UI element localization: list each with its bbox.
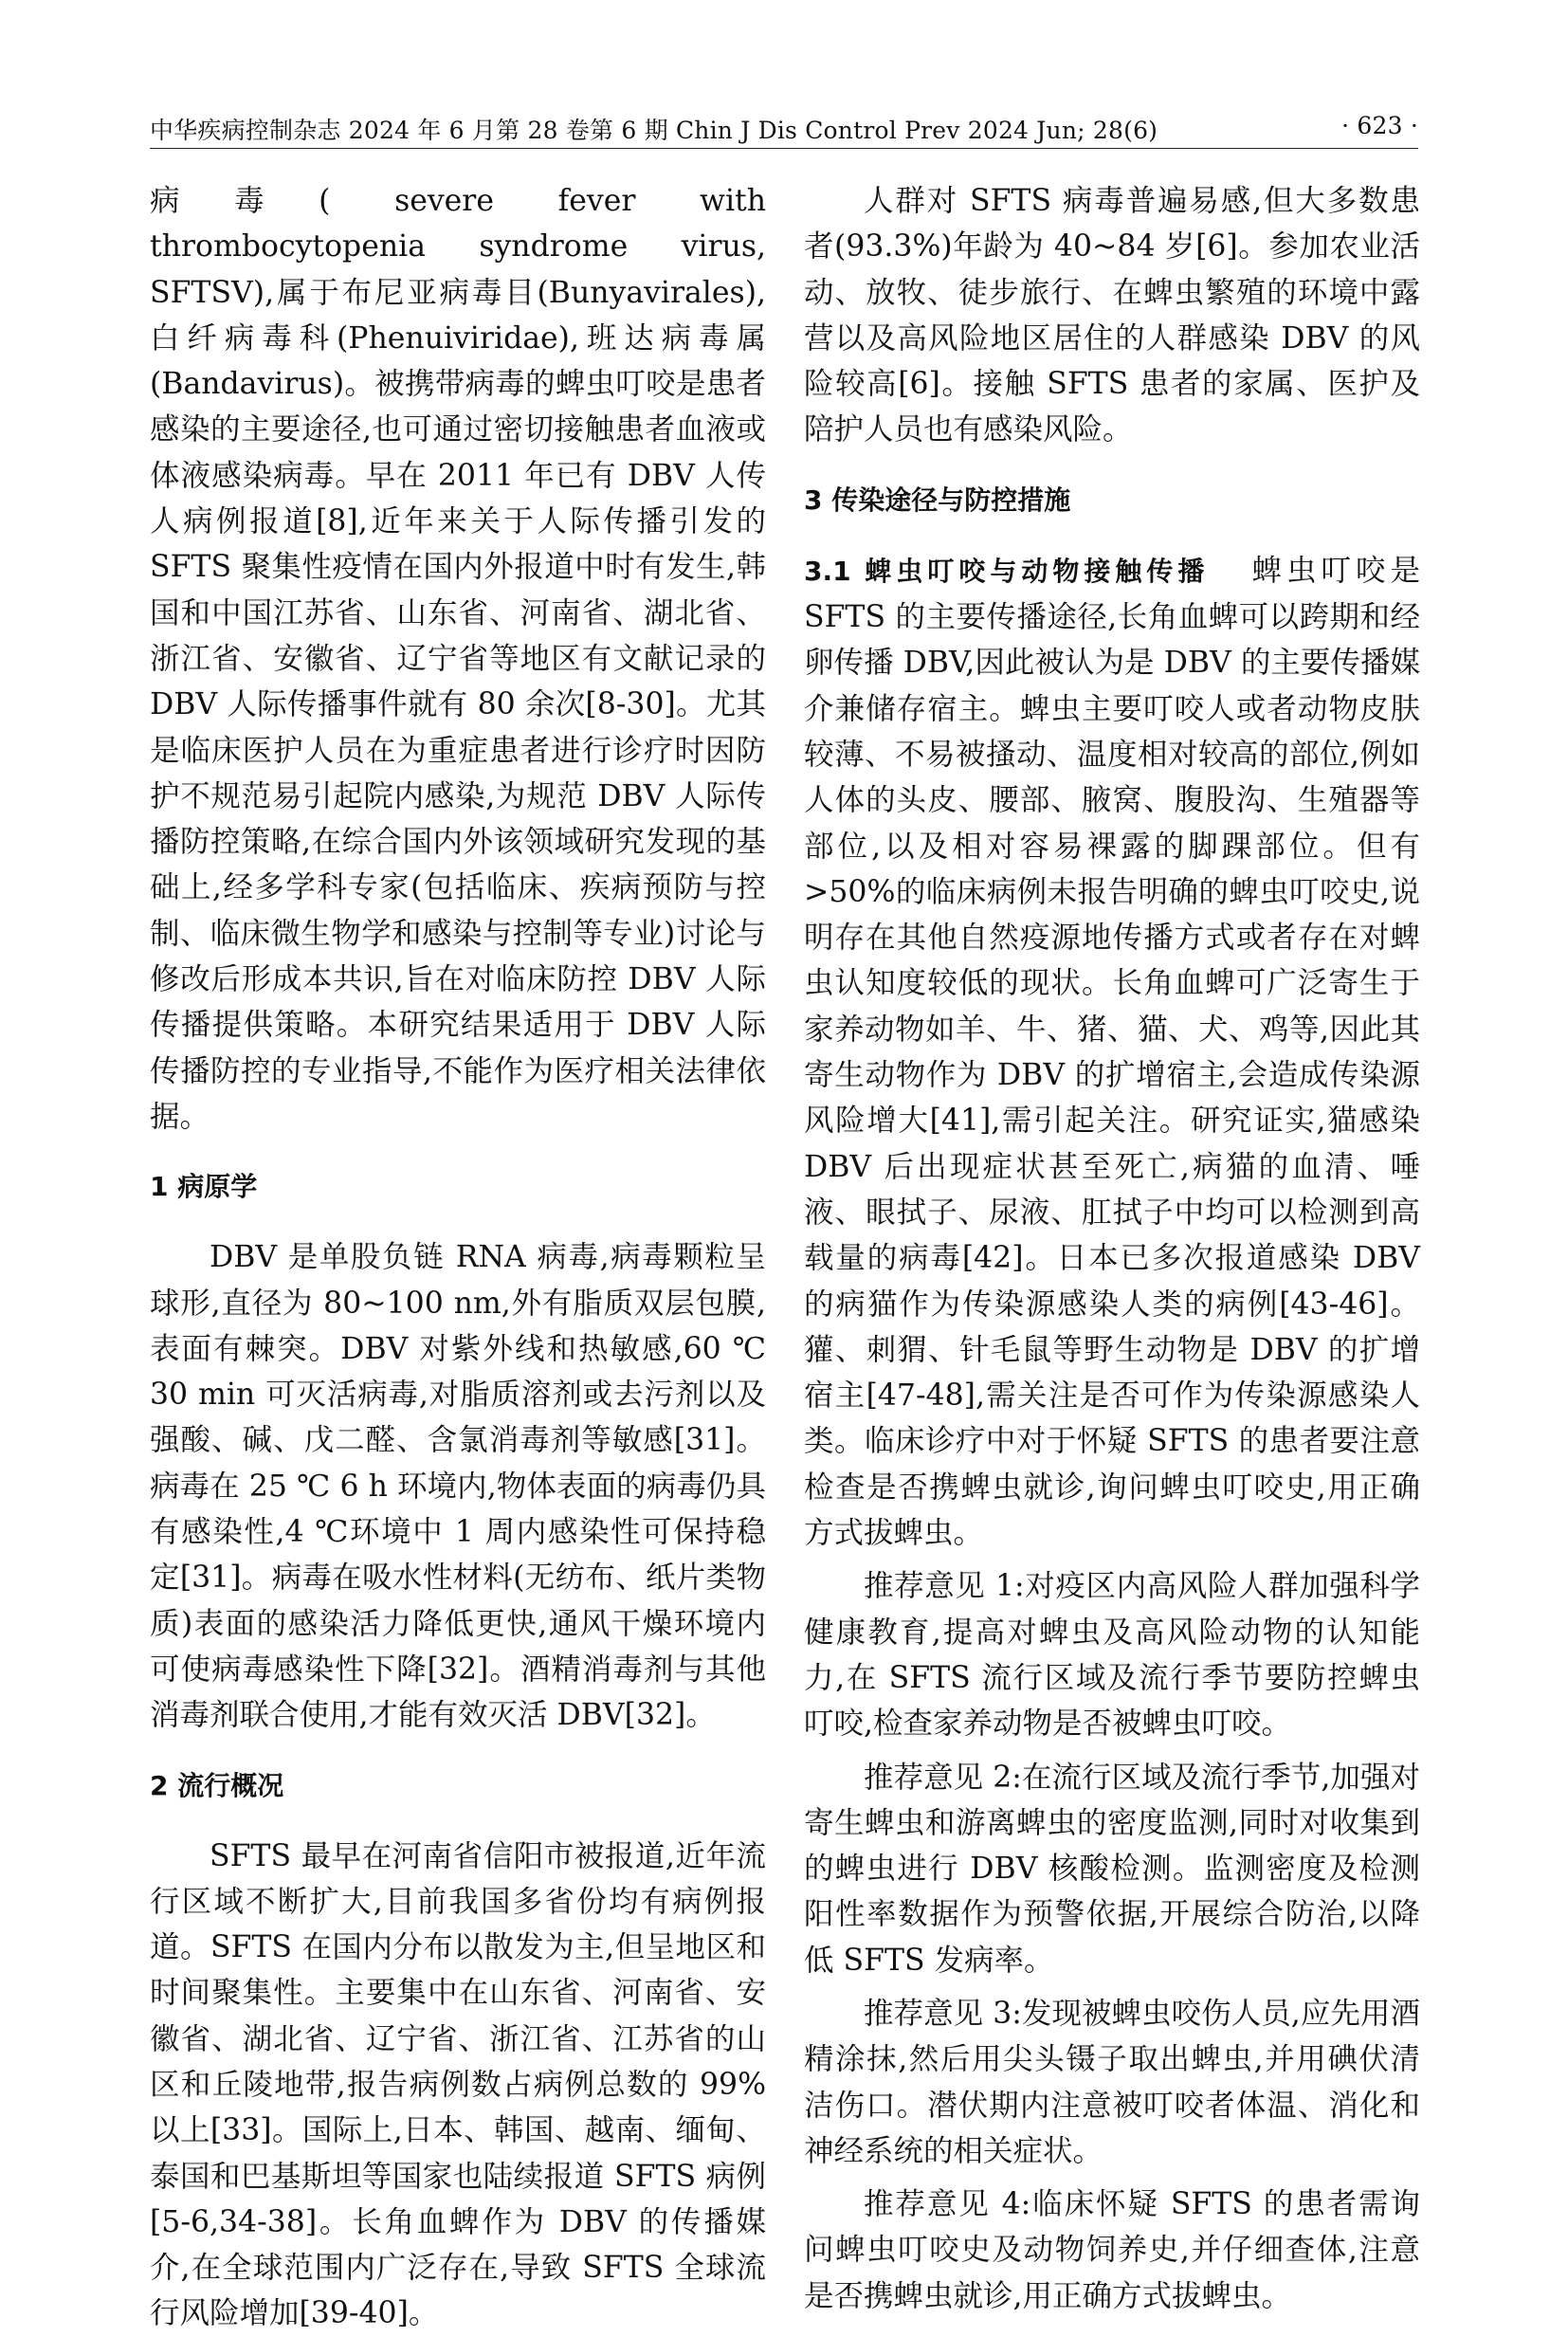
susceptibility-paragraph: 人群对 SFTS 病毒普遍易感,但大多数患者(93.3%)年龄为 40~84 岁[6]。参加农业活动、放牧、徒步旅行、在蜱虫繁殖的环境中露营以及高风险地区居住的人群感染 DBV 的风险较高[6]。接触 SFTS 患者的家属、医护及陪护人员也有感染风险。 bbox=[804, 184, 1420, 447]
section-3-1-paragraph bbox=[804, 548, 1420, 1557]
recommendation-1: 推荐意见 1:对疫区内高风险人群加强科学健康教育,提高对蜱虫及高风险动物的认知能力,在 SFTS 流行区域及流行季节要防控蜱虫叮咬,检查家养动物是否被蜱虫叮咬。 bbox=[804, 1569, 1420, 1742]
section-2-heading: 2 流行概况 bbox=[150, 1769, 284, 1801]
left-column bbox=[150, 178, 766, 2337]
recommendation-2: 推荐意见 2:在流行区域及流行季节,加强对寄生蜱虫和游离蜱虫的密度监测,同时对收集到的蜱虫进行 DBV 核酸检测。监测密度及检测阳性率数据作为预警依据,开展综合防治,以降低 SFTS 发病率。 bbox=[804, 1760, 1420, 1978]
section-2-paragraph: SFTS 最早在河南省信阳市被报道,近年流行区域不断扩大,目前我国多省份均有病例报道。SFTS 在国内分布以散发为主,但呈地区和时间聚集性。主要集中在山东省、河南省、安徽省、湖北省、辽宁省、浙江省、江苏省的山区和丘陵地带,报告病例数占病例总数的 99%以上[33]。国际上,日本、韩国、越南、缅甸、泰国和巴基斯坦等国家也陆续报道 SFTS 病例[5-6,34-38]。长角血蜱作为 DBV 的传播媒介,在全球范围内广泛存在,导致 SFTS 全球流行风险增加[39-40]。 bbox=[150, 1838, 766, 2331]
recommendation-4: 推荐意见 4:临床怀疑 SFTS 的患者需询问蜱虫叮咬史及动物饲养史,并仔细查体,注意是否携蜱虫就诊,用正确方式拔蜱虫。 bbox=[804, 2187, 1420, 2313]
right-column bbox=[804, 178, 1420, 2319]
recommendation-3: 推荐意见 3:发现被蜱虫咬伤人员,应先用酒精涂抹,然后用尖头镊子取出蜱虫,并用碘伏清洁伤口。潜伏期内注意被叮咬者体温、消化和神经系统的相关症状。 bbox=[804, 1996, 1420, 2168]
section-3-heading: 3 传染途径与防控措施 bbox=[804, 484, 1071, 516]
page-number: · 623 · bbox=[1341, 112, 1418, 139]
section-1-paragraph: DBV 是单股负链 RNA 病毒,病毒颗粒呈球形,直径为 80~100 nm,外有脂质双层包膜,表面有棘突。DBV 对紫外线和热敏感,60 ℃ 30 min 可灭活病毒,对脂质溶剂或去污剂以及强酸、碱、戊二醛、含氯消毒剂等敏感[31]。病毒在 25 ℃ 6 h 环境内,物体表面的病毒仍具有感染性,4 ℃环境中 1 周内感染性可保持稳定[31]。病毒在吸水性材料(无纺布、纸片类物质)表面的感染活力降低更快,通风干燥环境内可使病毒感染性下降[32]。酒精消毒剂与其他消毒剂联合使用,才能有效灭活 DBV[32]。 bbox=[150, 1240, 766, 1733]
running-header bbox=[150, 110, 1418, 149]
section-1-heading: 1 病原学 bbox=[150, 1171, 258, 1203]
section-3-1-heading: 3.1 蜱虫叮咬与动物接触传播 bbox=[804, 555, 1210, 587]
journal-citation: 中华疾病控制杂志 2024 年 6 月第 28 卷第 6 期 Chin J Dis Control Prev 2024 Jun; 28(6) bbox=[150, 117, 1158, 144]
intro-paragraph: 病毒( severe fever with thrombocytopenia syndrome virus, SFTSV),属于布尼亚病毒目(Bunyavirales),白纤病毒科(Phenuiviridae),班达病毒属(Bandavirus)。被携带病毒的蜱虫叮咬是患者感染的主要途径,也可通过密切接触患者血液或体液感染病毒。早在 2011 年已有 DBV 人传人病例报道[8],近年来关于人际传播引发的 SFTS 聚集性疫情在国内外报道中时有发生,韩国和中国江苏省、山东省、河南省、湖北省、浙江省、安徽省、辽宁省等地区有文献记录的 DBV 人际传播事件就有 80 余次[8-30]。尤其是临床医护人员在为重症患者进行诊疗时因防护不规范易引起院内感染,为规范 DBV 人际传播防控策略,在综合国内外该领域研究发现的基础上,经多学科专家(包括临床、疾病预防与控制、临床微生物学和感染与控制等专业)讨论与修改后形成本共识,旨在对临床防控 DBV 人际传播提供策略。本研究结果适用于 DBV 人际传播防控的专业指导,不能作为医疗相关法律依据。 bbox=[150, 184, 766, 1134]
section-3-1-text: 蜱虫叮咬是 SFTS 的主要传播途径,长角血蜱可以跨期和经卵传播 DBV,因此被认为是 DBV 的主要传播媒介兼储存宿主。蜱虫主要叮咬人或者动物皮肤较薄、不易被搔动、温度相对较高的部位,例如人体的头皮、腰部、腋窝、腹股沟、生殖器等部位,以及相对容易裸露的脚踝部位。但有>50%的临床病例未报告明确的蜱虫叮咬史,说明存在其他自然疫源地传播方式或者存在对蜱虫认知度较低的现状。长角血蜱可广泛寄生于家养动物如羊、牛、猪、猫、犬、鸡等,因此其寄生动物作为 DBV 的扩增宿主,会造成传染源风险增大[41],需引起关注。研究证实,猫感染 DBV 后出现症状甚至死亡,病猫的血清、唾液、眼拭子、尿液、肛拭子中均可以检测到高载量的病毒[42]。日本已多次报道感染 DBV 的病猫作为传染源感染人类的病例[43-46]。獾、刺猬、针毛鼠等野生动物是 DBV 的扩增宿主[47-48],需关注是否可作为传染源感染人类。临床诊疗中对于怀疑 SFTS 的患者要注意检查是否携蜱虫就诊,询问蜱虫叮咬史,用正确方式拔蜱虫。 bbox=[804, 553, 1420, 1551]
